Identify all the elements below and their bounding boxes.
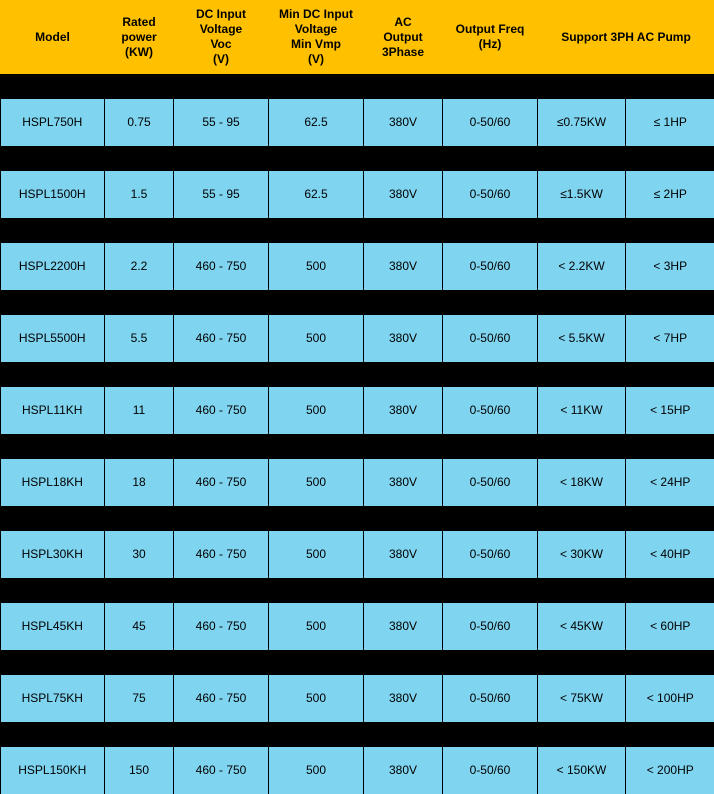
cell-ac-output-3phase: 380V [364, 675, 443, 722]
cell-pump-hp: < 40HP [626, 531, 714, 578]
cell-model: HSPL75KH [1, 675, 105, 722]
cell-min-dc-input-voltage: 500 [269, 747, 364, 794]
row-spacer [1, 722, 714, 747]
cell-dc-input-voltage-voc: 55 - 95 [174, 99, 269, 146]
table-header [1, 1, 714, 74]
cell-pump-kw: < 150KW [538, 747, 626, 794]
cell-output-freq: 0-50/60 [443, 747, 538, 794]
table-row [1, 315, 714, 362]
cell-min-dc-input-voltage: 500 [269, 315, 364, 362]
table-row [1, 531, 714, 578]
cell-min-dc-input-voltage: 62.5 [269, 171, 364, 218]
cell-rated-power: 75 [105, 675, 174, 722]
cell-model: HSPL18KH [1, 459, 105, 506]
row-spacer-cell [1, 578, 714, 603]
cell-output-freq: 0-50/60 [443, 387, 538, 434]
cell-dc-input-voltage-voc: 460 - 750 [174, 531, 269, 578]
cell-ac-output-3phase: 380V [364, 243, 443, 290]
table-row [1, 675, 714, 722]
column-header-support-3ph-ac-pump: Support 3PH AC Pump [538, 1, 714, 74]
row-spacer [1, 290, 714, 315]
cell-rated-power: 1.5 [105, 171, 174, 218]
row-spacer [1, 650, 714, 675]
cell-pump-hp: < 100HP [626, 675, 714, 722]
cell-rated-power: 45 [105, 603, 174, 650]
column-header-dc-input-voltage-voc: DC Input Voltage Voc (V) [174, 1, 269, 74]
cell-rated-power: 18 [105, 459, 174, 506]
cell-ac-output-3phase: 380V [364, 315, 443, 362]
cell-output-freq: 0-50/60 [443, 99, 538, 146]
cell-model: HSPL150KH [1, 747, 105, 794]
cell-dc-input-voltage-voc: 55 - 95 [174, 171, 269, 218]
table-row [1, 171, 714, 218]
cell-ac-output-3phase: 380V [364, 459, 443, 506]
cell-pump-hp: ≤ 2HP [626, 171, 714, 218]
cell-output-freq: 0-50/60 [443, 171, 538, 218]
table-header-row [1, 1, 714, 74]
cell-pump-kw: < 11KW [538, 387, 626, 434]
cell-model: HSPL750H [1, 99, 105, 146]
cell-pump-hp: < 15HP [626, 387, 714, 434]
row-spacer [1, 146, 714, 171]
cell-min-dc-input-voltage: 62.5 [269, 99, 364, 146]
row-spacer-cell [1, 506, 714, 531]
cell-min-dc-input-voltage: 500 [269, 531, 364, 578]
cell-model: HSPL30KH [1, 531, 105, 578]
row-spacer-cell [1, 722, 714, 747]
cell-min-dc-input-voltage: 500 [269, 243, 364, 290]
cell-pump-kw: < 18KW [538, 459, 626, 506]
cell-output-freq: 0-50/60 [443, 603, 538, 650]
cell-model: HSPL11KH [1, 387, 105, 434]
row-spacer-cell [1, 290, 714, 315]
cell-pump-kw: < 75KW [538, 675, 626, 722]
cell-rated-power: 150 [105, 747, 174, 794]
cell-rated-power: 0.75 [105, 99, 174, 146]
cell-pump-hp: ≤ 1HP [626, 99, 714, 146]
cell-dc-input-voltage-voc: 460 - 750 [174, 315, 269, 362]
cell-min-dc-input-voltage: 500 [269, 459, 364, 506]
cell-min-dc-input-voltage: 500 [269, 603, 364, 650]
cell-dc-input-voltage-voc: 460 - 750 [174, 387, 269, 434]
cell-rated-power: 30 [105, 531, 174, 578]
cell-dc-input-voltage-voc: 460 - 750 [174, 459, 269, 506]
cell-dc-input-voltage-voc: 460 - 750 [174, 243, 269, 290]
cell-dc-input-voltage-voc: 460 - 750 [174, 603, 269, 650]
cell-output-freq: 0-50/60 [443, 459, 538, 506]
row-spacer-cell [1, 146, 714, 171]
table-row [1, 603, 714, 650]
column-header-rated-power: Rated power (KW) [105, 1, 174, 74]
row-spacer [1, 506, 714, 531]
cell-output-freq: 0-50/60 [443, 531, 538, 578]
cell-output-freq: 0-50/60 [443, 675, 538, 722]
row-spacer [1, 434, 714, 459]
cell-pump-hp: < 60HP [626, 603, 714, 650]
row-spacer [1, 362, 714, 387]
cell-ac-output-3phase: 380V [364, 171, 443, 218]
table-row [1, 747, 714, 794]
cell-rated-power: 2.2 [105, 243, 174, 290]
row-spacer-cell [1, 650, 714, 675]
cell-ac-output-3phase: 380V [364, 387, 443, 434]
row-spacer-cell [1, 218, 714, 243]
cell-output-freq: 0-50/60 [443, 243, 538, 290]
cell-model: HSPL2200H [1, 243, 105, 290]
cell-min-dc-input-voltage: 500 [269, 675, 364, 722]
cell-model: HSPL1500H [1, 171, 105, 218]
cell-pump-kw: < 30KW [538, 531, 626, 578]
cell-pump-hp: < 200HP [626, 747, 714, 794]
table-row [1, 387, 714, 434]
column-header-output-freq: Output Freq (Hz) [443, 1, 538, 74]
column-header-min-dc-input-voltage: Min DC Input Voltage Min Vmp (V) [269, 1, 364, 74]
cell-min-dc-input-voltage: 500 [269, 387, 364, 434]
cell-pump-hp: < 7HP [626, 315, 714, 362]
cell-rated-power: 5.5 [105, 315, 174, 362]
table-row [1, 99, 714, 146]
table-row [1, 459, 714, 506]
row-spacer-cell [1, 434, 714, 459]
cell-pump-kw: < 5.5KW [538, 315, 626, 362]
row-spacer [1, 74, 714, 100]
cell-ac-output-3phase: 380V [364, 531, 443, 578]
row-spacer [1, 218, 714, 243]
cell-dc-input-voltage-voc: 460 - 750 [174, 675, 269, 722]
cell-rated-power: 11 [105, 387, 174, 434]
row-spacer [1, 578, 714, 603]
cell-pump-hp: < 3HP [626, 243, 714, 290]
cell-model: HSPL5500H [1, 315, 105, 362]
cell-output-freq: 0-50/60 [443, 315, 538, 362]
column-header-ac-output-3phase: AC Output 3Phase [364, 1, 443, 74]
row-spacer-cell [1, 74, 714, 100]
cell-ac-output-3phase: 380V [364, 99, 443, 146]
row-spacer-cell [1, 362, 714, 387]
table-row [1, 243, 714, 290]
cell-pump-kw: < 45KW [538, 603, 626, 650]
cell-pump-kw: ≤0.75KW [538, 99, 626, 146]
cell-pump-hp: < 24HP [626, 459, 714, 506]
column-header-model: Model [1, 1, 105, 74]
table-body [1, 74, 714, 794]
cell-ac-output-3phase: 380V [364, 603, 443, 650]
cell-pump-kw: ≤1.5KW [538, 171, 626, 218]
cell-pump-kw: < 2.2KW [538, 243, 626, 290]
cell-ac-output-3phase: 380V [364, 747, 443, 794]
cell-dc-input-voltage-voc: 460 - 750 [174, 747, 269, 794]
cell-model: HSPL45KH [1, 603, 105, 650]
